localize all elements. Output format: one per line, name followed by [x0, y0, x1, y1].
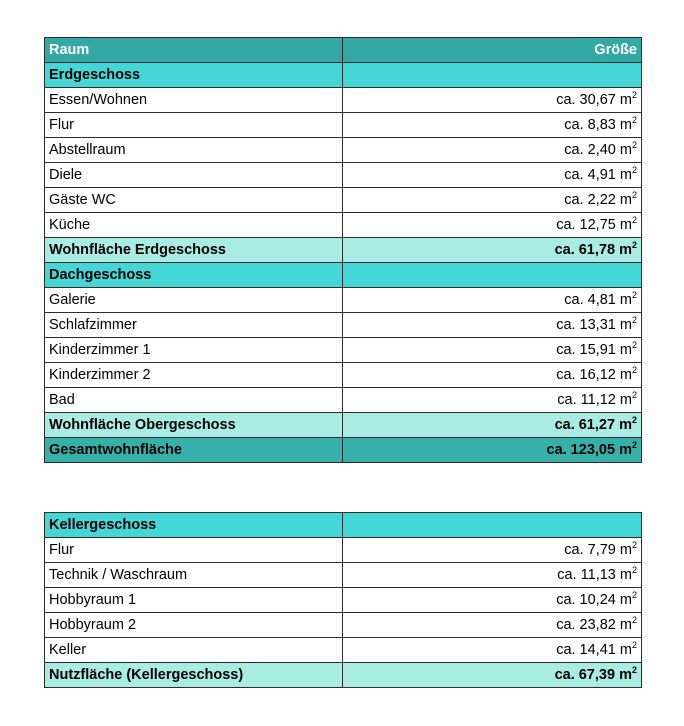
total-value: ca. 123,05 $m^2$	[343, 438, 642, 463]
room-size: ca. 7,79 $m^2$	[343, 538, 642, 563]
room-size: ca. 8,83 $m^2$	[343, 113, 642, 138]
room-size: ca. 2,22 $m^2$	[343, 188, 642, 213]
kellergeschoss-table	[44, 512, 642, 688]
header-groesse: Größe	[343, 38, 642, 63]
room-size: ca. 23,82 $m^2$	[343, 613, 642, 638]
subtotal-row-kellergeschoss	[45, 663, 642, 688]
header-raum: Raum	[45, 38, 343, 63]
room-size: ca. 10,24 $m^2$	[343, 588, 642, 613]
table-row	[45, 88, 642, 113]
room-name: Galerie	[45, 288, 343, 313]
table-row	[45, 563, 642, 588]
subtotal-value: ca. 61,78 $m^2$	[343, 238, 642, 263]
room-size: ca. 15,91 $m^2$	[343, 338, 642, 363]
room-size: ca. 30,67 $m^2$	[343, 88, 642, 113]
room-name: Schlafzimmer	[45, 313, 343, 338]
table-row	[45, 613, 642, 638]
room-name: Kinderzimmer 1	[45, 338, 343, 363]
room-size: ca. 2,40 $m^2$	[343, 138, 642, 163]
room-name: Bad	[45, 388, 343, 413]
room-size: ca. 11,12 $m^2$	[343, 388, 642, 413]
room-name: Flur	[45, 538, 343, 563]
wohnflaechen-table	[44, 37, 642, 463]
table-row	[45, 163, 642, 188]
section-title: Dachgeschoss	[45, 263, 343, 288]
room-name: Essen/Wohnen	[45, 88, 343, 113]
total-label: Gesamtwohnfläche	[45, 438, 343, 463]
room-name: Kinderzimmer 2	[45, 363, 343, 388]
subtotal-label: Wohnfläche Obergeschoss	[45, 413, 343, 438]
room-size: ca. 4,81 $m^2$	[343, 288, 642, 313]
room-name: Technik / Waschraum	[45, 563, 343, 588]
subtotal-label: Wohnfläche Erdgeschoss	[45, 238, 343, 263]
subtotal-row-erdgeschoss	[45, 238, 642, 263]
room-name: Hobbyraum 1	[45, 588, 343, 613]
subtotal-row-dachgeschoss	[45, 413, 642, 438]
room-size: ca. 12,75 $m^2$	[343, 213, 642, 238]
table-row	[45, 313, 642, 338]
section-empty-cell	[343, 263, 642, 288]
subtotal-label: Nutzfläche (Kellergeschoss)	[45, 663, 343, 688]
room-size: ca. 11,13 $m^2$	[343, 563, 642, 588]
table-row	[45, 288, 642, 313]
table-row	[45, 188, 642, 213]
section-row-dachgeschoss	[45, 263, 642, 288]
table-row	[45, 638, 642, 663]
table-row	[45, 538, 642, 563]
room-name: Diele	[45, 163, 343, 188]
room-size: ca. 16,12 $m^2$	[343, 363, 642, 388]
section-empty-cell	[343, 513, 642, 538]
table-row	[45, 113, 642, 138]
section-row-erdgeschoss	[45, 63, 642, 88]
table-row	[45, 588, 642, 613]
section-title: Erdgeschoss	[45, 63, 343, 88]
room-size: ca. 14,41 $m^2$	[343, 638, 642, 663]
room-name: Hobbyraum 2	[45, 613, 343, 638]
subtotal-value: ca. 61,27 $m^2$	[343, 413, 642, 438]
table-row	[45, 363, 642, 388]
section-title: Kellergeschoss	[45, 513, 343, 538]
room-name: Abstellraum	[45, 138, 343, 163]
section-empty-cell	[343, 63, 642, 88]
table-row	[45, 213, 642, 238]
room-name: Keller	[45, 638, 343, 663]
section-row-kellergeschoss	[45, 513, 642, 538]
room-name: Gäste WC	[45, 188, 343, 213]
table-row	[45, 138, 642, 163]
table-header-row	[45, 38, 642, 63]
total-row-gesamtwohnflaeche	[45, 438, 642, 463]
room-size: ca. 13,31 $m^2$	[343, 313, 642, 338]
room-name: Küche	[45, 213, 343, 238]
room-size: ca. 4,91 $m^2$	[343, 163, 642, 188]
table-row	[45, 388, 642, 413]
subtotal-value: ca. 67,39 $m^2$	[343, 663, 642, 688]
room-name: Flur	[45, 113, 343, 138]
table-row	[45, 338, 642, 363]
